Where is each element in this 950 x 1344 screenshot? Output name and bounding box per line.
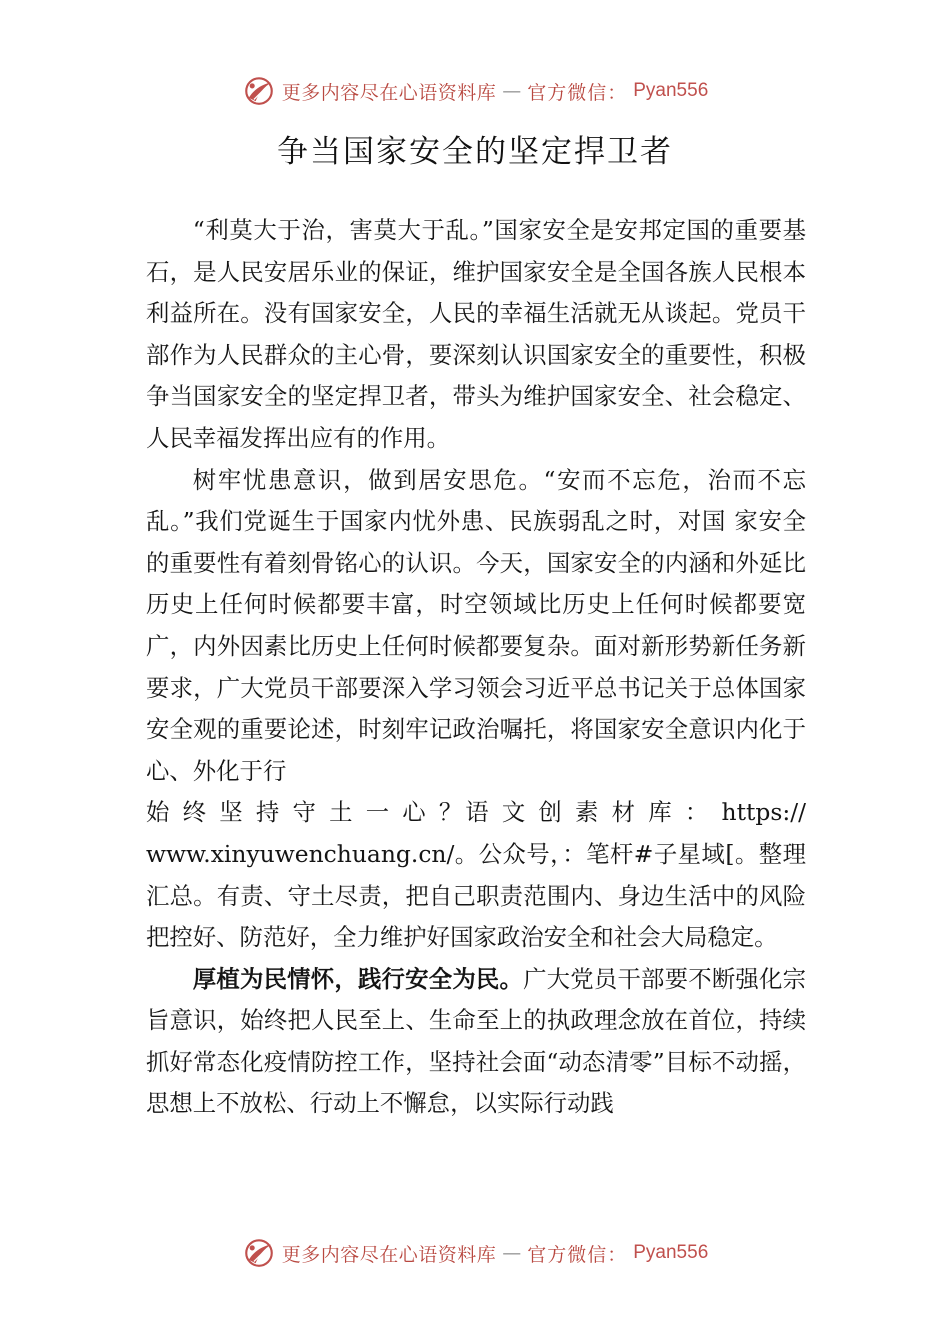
logo-icon — [242, 74, 276, 108]
paragraph-3-text: 广大党员干部要不断强化宗旨意识，始终把人民至上、生命至上的执政理念放在首位，持续抓好常态化疫情防控工作，坚持社会面“动态清零”目标不动摇，思想上不放松、行动上不懈怠，以实际行动践 — [146, 964, 807, 1118]
paragraph-2-text: 树牢忧患意识，做到居安思危。“安而不忘危，治而不忘乱。”我们党诞生于国家内忧外患、民族弱乱之时，对国 家安全的重要性有着刻骨铭心的认识。今天，国家安全的内涵和外延比历史上任何时候都要丰富，时空领域比历史上任何时候都要宽广，内外因素比历史上任何时候都要复杂。面对新形势新任务新要求，广大党员干部要深入学习领会习近平总书记关于总体国家安全观的重要论述，时刻牢记政治嘱托，将国家安全意识内化于心、外化于行 — [146, 465, 806, 785]
watermark-main-text: 更多内容尽在心语资料库 — [281, 1243, 497, 1266]
watermark-separator: — — [502, 1242, 522, 1264]
paragraph-2 — [146, 460, 806, 959]
watermark-id: Pyan556 — [633, 1242, 709, 1263]
watermark-sub-text: 官方微信： — [527, 1243, 628, 1266]
paragraph-1-text: “利莫大于治，害莫大于乱。”国家安全是安邦定国的重要基石，是人民安居乐业的保证，维护国家安全是全国各族人民根本利益所在。没有国家安全，人民的幸福生活就无从谈起。党员干部作为人民群众的主心骨，要深刻认识国家安全的重要性，积极争当国家安全的坚定捍卫者，带头为维护国家安全、社会稳定、人民幸福发挥出应有的作用。 — [146, 216, 806, 452]
watermark-separator: — — [502, 80, 522, 102]
watermark-id: Pyan556 — [633, 80, 709, 101]
document-body — [146, 210, 806, 1125]
logo-icon — [242, 1236, 276, 1270]
watermark-sub-text: 官方微信： — [527, 81, 628, 104]
watermark-footer — [0, 1236, 950, 1270]
paragraph-2-spread-line: 始 终 坚 持 守 土 一 心 ？语 文 创 素 材 库 ： https:// — [146, 798, 806, 827]
document-title: 争当国家安全的坚定捍卫者 — [277, 134, 673, 170]
watermark-main-text: 更多内容尽在心语资料库 — [281, 81, 497, 104]
paragraph-3 — [146, 959, 806, 1125]
paragraph-2-text-after: www.xinyuwenchuang.cn/。公众号，：笔杆#子星域[。整理汇总。有责、守土尽责，把自己职责范围内、身边生活中的风险把控好、防范好，全力维护好国家政治安全和社会大局稳定。 — [146, 839, 806, 952]
watermark-header — [0, 74, 950, 108]
paragraph-1 — [146, 210, 806, 460]
paragraph-3-lead: 厚植为民情怀，践行安全为民。 — [192, 964, 524, 993]
